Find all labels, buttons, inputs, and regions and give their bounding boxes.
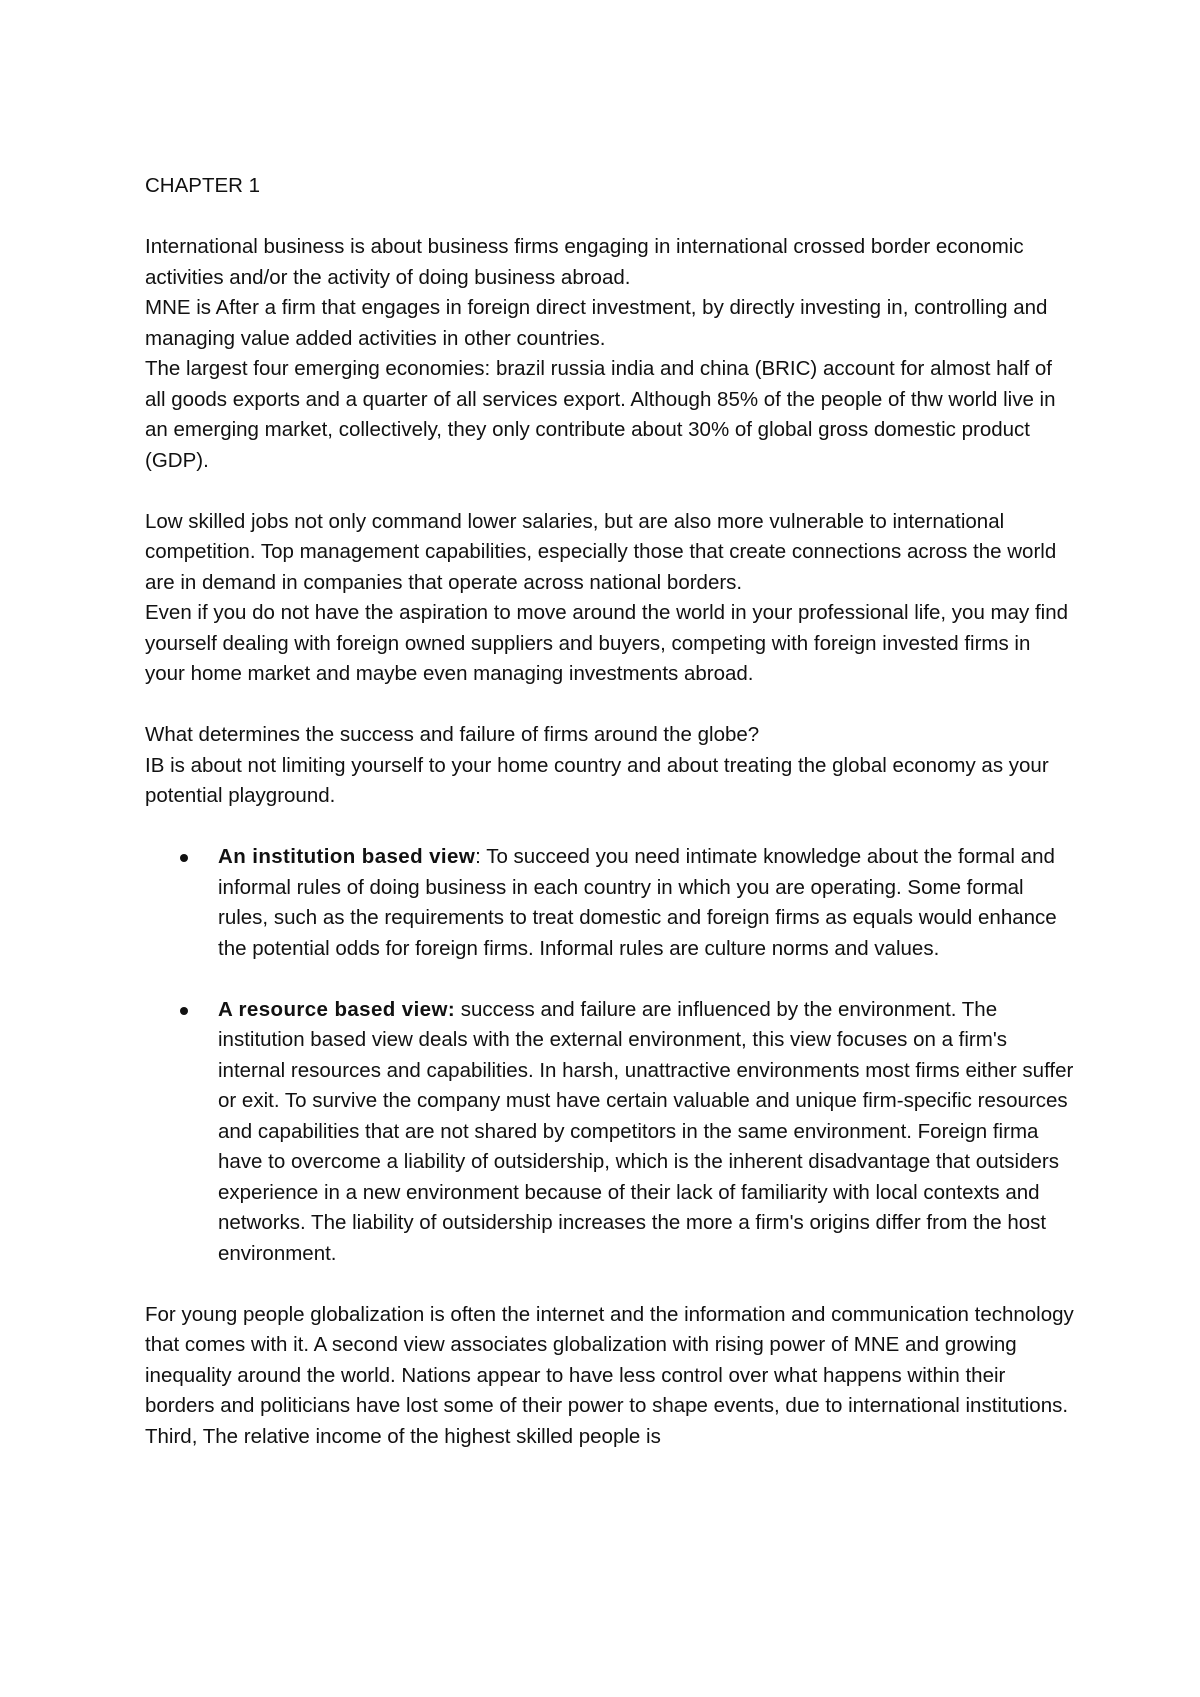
paragraph-globalization: For young people globalization is often the internet and the information and communication technology that comes with it. A second view associates globalization with rising power of MNE and growing inequality around the world. Nations appear to have less control over what happens within their borders and politicians have lost some of their power to shape events, due to international institutions. Third, The relative income of the highest skilled people is <box>145 1302 1074 1448</box>
paragraph-bric: The largest four emerging economies: brazil russia india and china (BRIC) account for almost half of all goods exports and a quarter of all services export. Although 85% of the people of thw world live in an emerging market, collectively, they only contribute about 30% of global gross domestic product (GDP). <box>145 357 1056 472</box>
paragraph-professional-life: Even if you do not have the aspiration to move around the world in your professional life, you may find yourself dealing with foreign owned suppliers and buyers, competing with foreign invested firms in your home market and maybe even managing investments abroad. <box>145 601 1069 685</box>
bullet-icon <box>180 1007 188 1015</box>
text-institution-view: : To succeed you need intimate knowledge about the formal and informal rules of doing business in each country in which you are operating. Some formal rules, such as the requirements to treat domestic and foreign firms as equals would enhance the potential odds for foreign firms. Informal rules are culture norms and values. <box>218 845 1057 960</box>
paragraph-success-question: What determines the success and failure of firms around the globe? <box>145 723 760 746</box>
paragraph-low-skilled-jobs: Low skilled jobs not only command lower salaries, but are also more vulnerable to international competition. Top management capabilities, especially those that create connections across the world are in demand in companies that operate across national borders. <box>145 509 1057 594</box>
text-resource-view: success and failure are influenced by the environment. The institution based view deals with the external environment, this view focuses on a firm's internal resources and capabilities. In harsh, unattractive environments most firms either suffer or exit. To survive the company must have certain valuable and unique firm-specific resources and capabilities that are not shared by competitors in the same environment. Foreign firma have to overcome a liability of outsidership, which is the inherent disadvantage that outsiders experience in a new environment because of their lack of familiarity with local contexts and networks. The liability of outsidership increases the more a firm's origins differ from the host environment. <box>218 997 1074 1265</box>
spacer <box>145 964 1075 995</box>
spacer <box>145 690 1075 721</box>
paragraph-ib-definition: International business is about business firms engaging in international crossed border economic activities and/or the activity of doing business abroad. <box>145 235 1024 289</box>
chapter-heading: CHAPTER 1 <box>145 174 261 197</box>
document-page <box>145 171 1075 1452</box>
spacer <box>145 1269 1075 1300</box>
paragraph-ib-playground: IB is about not limiting yourself to your home country and about treating the global economy as your potential playground. <box>145 753 1049 807</box>
paragraph-mne-definition: MNE is After a firm that engages in foreign direct investment, by directly investing in, controlling and managing value added activities in other countries. <box>145 296 1048 350</box>
spacer <box>145 202 1075 233</box>
views-list <box>145 842 1075 1269</box>
spacer <box>145 812 1075 843</box>
list-item-institution-view <box>145 842 1075 964</box>
list-item-resource-view <box>145 995 1075 1270</box>
term-resource-view: A resource based view: <box>218 997 456 1021</box>
term-institution-view: An institution based view <box>218 845 476 868</box>
bullet-icon <box>180 854 188 862</box>
spacer <box>145 476 1075 507</box>
